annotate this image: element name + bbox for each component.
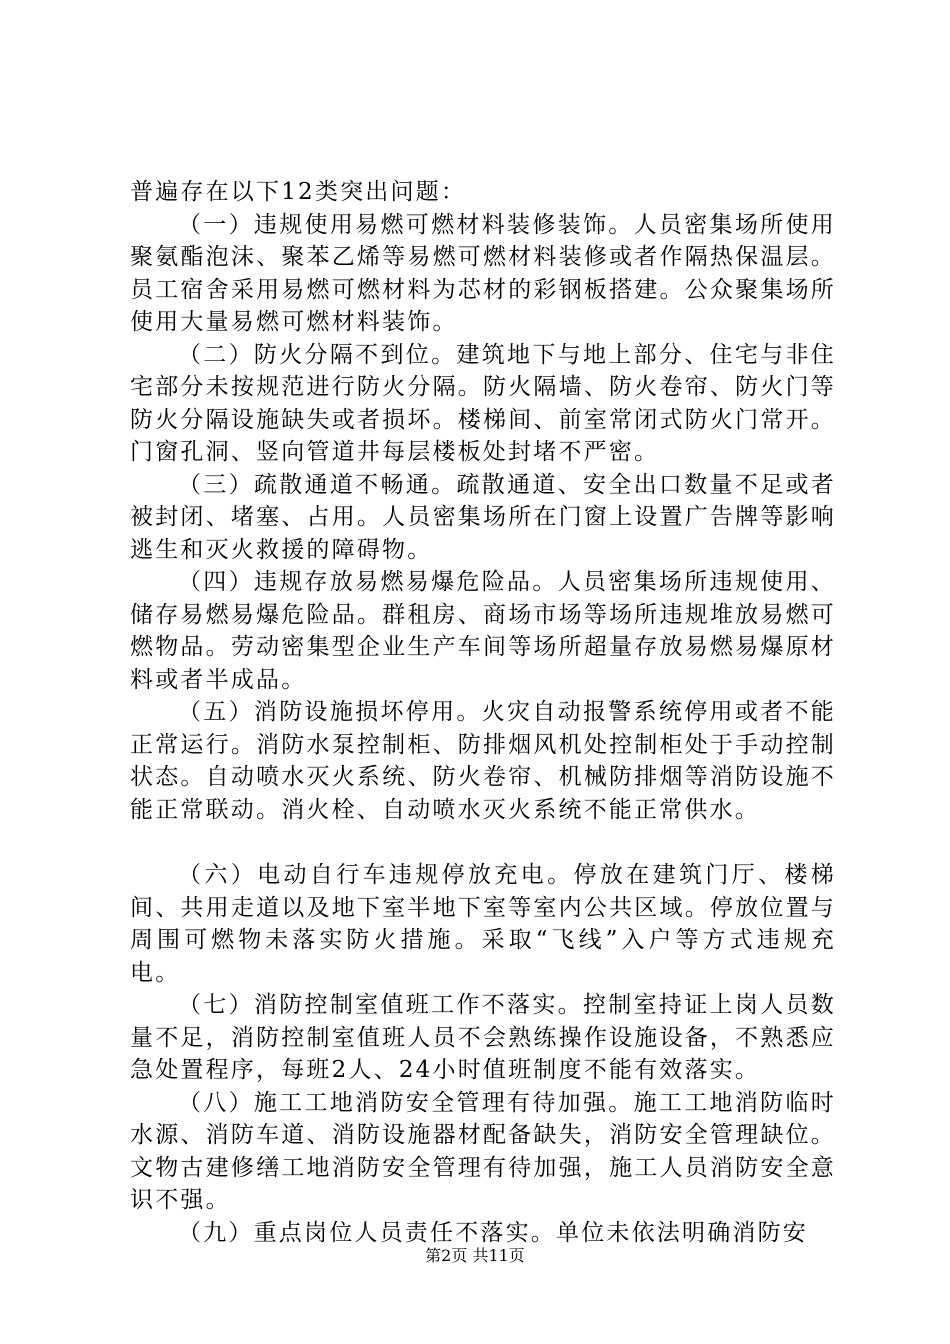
paragraph-gap bbox=[130, 826, 836, 859]
paragraph-item-8: （八）施工工地消防安全管理有待加强。施工工地消防临时水源、消防车道、消防设施器材配备缺失，消防安全管理缺位。文物古建修缮工地消防安全管理有待加强，施工人员消防安全意识不强。 bbox=[130, 1089, 836, 1213]
page-footer: 第2页 共11页 bbox=[425, 1246, 525, 1265]
paragraph-item-5: （五）消防设施损坏停用。火灾自动报警系统停用或者不能正常运行。消防水泵控制柜、防排烟风机处控制柜处于手动控制状态。自动喷水灭火系统、防火卷帘、机械防排烟等消防设施不能正常联动。消火栓、自动喷水灭火系统不能正常供水。 bbox=[130, 699, 836, 823]
intro-paragraph: 普遍存在以下12类突出问题： bbox=[130, 179, 467, 205]
document-body bbox=[130, 176, 836, 1249]
paragraph-item-6: （六）电动自行车违规停放充电。停放在建筑门厅、楼梯间、共用走道以及地下室半地下室等室内公共区域。停放位置与周围可燃物未落实防火措施。采取“飞线”入户等方式违规充电。 bbox=[130, 862, 836, 986]
paragraph-item-7: （七）消防控制室值班工作不落实。控制室持证上岗人员数量不足，消防控制室值班人员不会熟练操作设施设备，不熟悉应急处置程序，每班2人、24小时值班制度不能有效落实。 bbox=[130, 992, 836, 1083]
paragraph-item-9: （九）重点岗位人员责任不落实。单位未依法明确消防安 bbox=[178, 1219, 808, 1246]
paragraph-item-1: （一）违规使用易燃可燃材料装修装饰。人员密集场所使用聚氨酯泡沫、聚苯乙烯等易燃可燃材料装修或者作隔热保温层。员工宿舍采用易燃可燃材料为芯材的彩钢板搭建。公众聚集场所使用大量易燃可燃材料装饰。 bbox=[130, 211, 836, 335]
paragraph-item-2: （二）防火分隔不到位。建筑地下与地上部分、住宅与非住宅部分未按规范进行防火分隔。防火隔墙、防火卷帘、防火门等防火分隔设施缺失或者损坏。楼梯间、前室常闭式防火门常开。门窗孔洞、竖向管道井每层楼板处封堵不严密。 bbox=[130, 341, 836, 465]
paragraph-item-4: （四）违规存放易燃易爆危险品。人员密集场所违规使用、储存易燃易爆危险品。群租房、商场市场等场所违规堆放易燃可燃物品。劳动密集型企业生产车间等场所超量存放易燃易爆原材料或者半成品。 bbox=[130, 569, 836, 693]
paragraph-item-3: （三）疏散通道不畅通。疏散通道、安全出口数量不足或者被封闭、堵塞、占用。人员密集场所在门窗上设置广告牌等影响逃生和灭火救援的障碍物。 bbox=[130, 471, 836, 563]
